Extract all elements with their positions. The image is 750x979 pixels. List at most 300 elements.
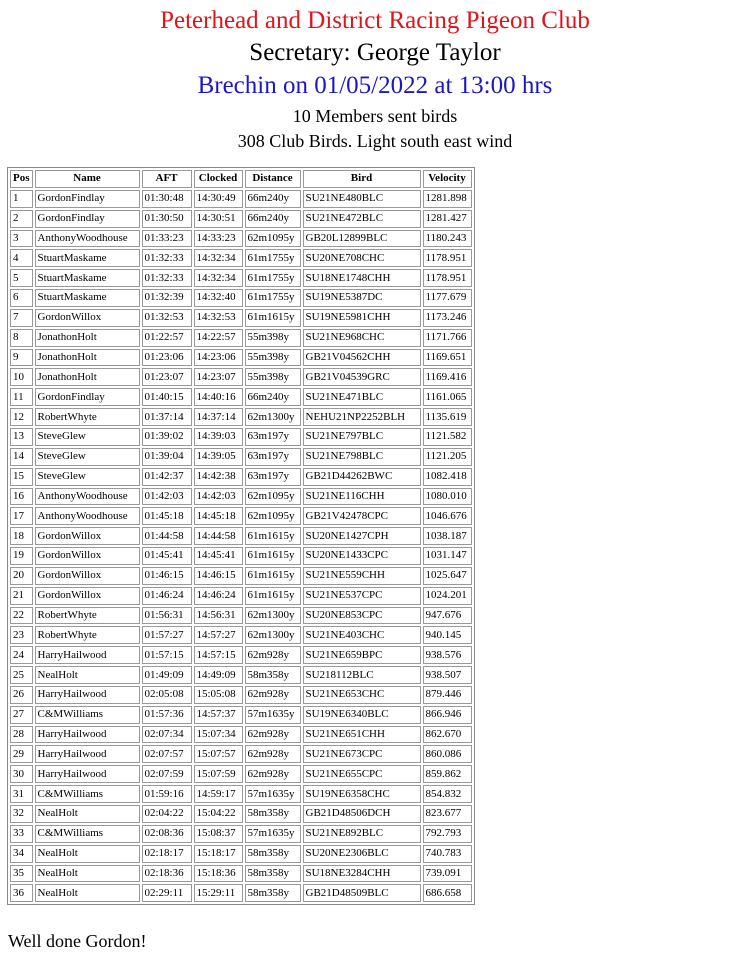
table-row xyxy=(10,686,472,704)
cell-clocked: 14:40:16 xyxy=(194,388,243,406)
cell-velocity: 859.862 xyxy=(423,765,472,783)
cell-distance: 57m1635y xyxy=(245,706,301,724)
table-row xyxy=(10,388,472,406)
cell-velocity: 686.658 xyxy=(423,884,472,902)
cell-name: AnthonyWoodhouse xyxy=(35,507,140,525)
cell-clocked: 14:49:09 xyxy=(194,666,243,684)
cell-bird: GB21V04539GRC xyxy=(303,368,421,386)
cell-aft: 01:30:50 xyxy=(142,210,192,228)
cell-pos: 34 xyxy=(10,845,33,863)
cell-clocked: 14:32:53 xyxy=(194,309,243,327)
cell-distance: 66m240y xyxy=(245,190,301,208)
cell-bird: SU18NE3284CHH xyxy=(303,865,421,883)
cell-pos: 25 xyxy=(10,666,33,684)
cell-aft: 01:56:31 xyxy=(142,607,192,625)
table-row xyxy=(10,329,472,347)
cell-velocity: 1281.898 xyxy=(423,190,472,208)
cell-bird: SU19NE5981CHH xyxy=(303,309,421,327)
table-row xyxy=(10,706,472,724)
table-row xyxy=(10,825,472,843)
cell-distance: 58m358y xyxy=(245,666,301,684)
cell-bird: SU20NE708CHC xyxy=(303,249,421,267)
cell-distance: 62m928y xyxy=(245,765,301,783)
cell-aft: 01:23:07 xyxy=(142,368,192,386)
table-row xyxy=(10,587,472,605)
cell-distance: 57m1635y xyxy=(245,825,301,843)
cell-velocity: 947.676 xyxy=(423,607,472,625)
cell-bird: GB21D48506DCH xyxy=(303,805,421,823)
cell-name: NealHolt xyxy=(35,845,140,863)
cell-pos: 4 xyxy=(10,249,33,267)
cell-name: JonathonHolt xyxy=(35,329,140,347)
cell-clocked: 14:23:06 xyxy=(194,349,243,367)
cell-distance: 55m398y xyxy=(245,368,301,386)
cell-aft: 01:59:16 xyxy=(142,785,192,803)
cell-clocked: 14:32:40 xyxy=(194,289,243,307)
cell-bird: SU21NE537CPC xyxy=(303,587,421,605)
cell-bird: GB21V04562CHH xyxy=(303,349,421,367)
cell-velocity: 739.091 xyxy=(423,865,472,883)
cell-name: NealHolt xyxy=(35,805,140,823)
cell-pos: 32 xyxy=(10,805,33,823)
cell-name: GordonFindlay xyxy=(35,388,140,406)
cell-velocity: 1038.187 xyxy=(423,527,472,545)
cell-bird: SU20NE1427CPH xyxy=(303,527,421,545)
cell-distance: 55m398y xyxy=(245,349,301,367)
cell-pos: 10 xyxy=(10,368,33,386)
table-row xyxy=(10,884,472,902)
cell-pos: 30 xyxy=(10,765,33,783)
cell-pos: 23 xyxy=(10,626,33,644)
cell-name: HarryHailwood xyxy=(35,765,140,783)
cell-name: GordonWillox xyxy=(35,567,140,585)
cell-clocked: 15:08:37 xyxy=(194,825,243,843)
cell-aft: 02:29:11 xyxy=(142,884,192,902)
cell-name: RobertWhyte xyxy=(35,408,140,426)
cell-aft: 02:07:34 xyxy=(142,726,192,744)
cell-name: HarryHailwood xyxy=(35,646,140,664)
cell-pos: 8 xyxy=(10,329,33,347)
cell-bird: SU21NE892BLC xyxy=(303,825,421,843)
cell-aft: 01:46:15 xyxy=(142,567,192,585)
cell-velocity: 862.670 xyxy=(423,726,472,744)
cell-name: SteveGlew xyxy=(35,428,140,446)
cell-bird: SU20NE1433CPC xyxy=(303,547,421,565)
cell-aft: 01:57:27 xyxy=(142,626,192,644)
cell-distance: 63m197y xyxy=(245,468,301,486)
cell-name: C&MWilliams xyxy=(35,706,140,724)
table-row xyxy=(10,408,472,426)
cell-distance: 61m1615y xyxy=(245,309,301,327)
cell-distance: 62m928y xyxy=(245,686,301,704)
club-title: Peterhead and District Racing Pigeon Club xyxy=(160,7,590,34)
cell-name: GordonWillox xyxy=(35,309,140,327)
cell-bird: SU20NE2306BLC xyxy=(303,845,421,863)
cell-aft: 01:32:33 xyxy=(142,249,192,267)
cell-velocity: 1121.582 xyxy=(423,428,472,446)
cell-clocked: 14:30:51 xyxy=(194,210,243,228)
report-header xyxy=(0,6,750,152)
cell-bird: SU21NE559CHH xyxy=(303,567,421,585)
cell-bird: GB21D48509BLC xyxy=(303,884,421,902)
cell-velocity: 854.832 xyxy=(423,785,472,803)
cell-clocked: 14:46:15 xyxy=(194,567,243,585)
cell-distance: 61m1755y xyxy=(245,269,301,287)
cell-velocity: 1082.418 xyxy=(423,468,472,486)
cell-velocity: 940.145 xyxy=(423,626,472,644)
cell-clocked: 14:57:15 xyxy=(194,646,243,664)
cell-name: SteveGlew xyxy=(35,468,140,486)
cell-pos: 9 xyxy=(10,349,33,367)
cell-velocity: 1080.010 xyxy=(423,488,472,506)
cell-pos: 31 xyxy=(10,785,33,803)
cell-aft: 02:07:59 xyxy=(142,765,192,783)
cell-pos: 24 xyxy=(10,646,33,664)
cell-bird: SU21NE797BLC xyxy=(303,428,421,446)
cell-velocity: 1025.647 xyxy=(423,567,472,585)
cell-pos: 3 xyxy=(10,230,33,248)
cell-name: C&MWilliams xyxy=(35,825,140,843)
race-line: Brechin on 01/05/2022 at 13:00 hrs xyxy=(197,72,553,99)
col-header-name: Name xyxy=(35,170,140,188)
cell-clocked: 14:57:37 xyxy=(194,706,243,724)
cell-pos: 12 xyxy=(10,408,33,426)
cell-distance: 61m1615y xyxy=(245,547,301,565)
table-row xyxy=(10,309,472,327)
cell-name: NealHolt xyxy=(35,865,140,883)
cell-clocked: 15:07:57 xyxy=(194,745,243,763)
cell-bird: SU21NE968CHC xyxy=(303,329,421,347)
cell-bird: SU21NE472BLC xyxy=(303,210,421,228)
cell-distance: 62m1300y xyxy=(245,607,301,625)
table-row xyxy=(10,567,472,585)
cell-aft: 01:32:53 xyxy=(142,309,192,327)
cell-velocity: 1031.147 xyxy=(423,547,472,565)
cell-name: GordonWillox xyxy=(35,527,140,545)
cell-name: C&MWilliams xyxy=(35,785,140,803)
cell-aft: 02:05:08 xyxy=(142,686,192,704)
members-line: 10 Members sent birds xyxy=(292,106,458,126)
table-row xyxy=(10,468,472,486)
cell-pos: 29 xyxy=(10,745,33,763)
cell-aft: 02:07:57 xyxy=(142,745,192,763)
cell-clocked: 14:42:03 xyxy=(194,488,243,506)
cell-name: StuartMaskame xyxy=(35,249,140,267)
cell-aft: 01:49:09 xyxy=(142,666,192,684)
cell-pos: 13 xyxy=(10,428,33,446)
cell-clocked: 14:32:34 xyxy=(194,269,243,287)
cell-aft: 01:22:57 xyxy=(142,329,192,347)
cell-bird: SU19NE6358CHC xyxy=(303,785,421,803)
cell-name: HarryHailwood xyxy=(35,686,140,704)
cell-name: GordonFindlay xyxy=(35,190,140,208)
cell-pos: 35 xyxy=(10,865,33,883)
col-header-aft: AFT xyxy=(142,170,192,188)
cell-bird: SU21NE659BPC xyxy=(303,646,421,664)
cell-clocked: 15:07:34 xyxy=(194,726,243,744)
cell-distance: 58m358y xyxy=(245,845,301,863)
cell-pos: 1 xyxy=(10,190,33,208)
cell-bird: SU21NE471BLC xyxy=(303,388,421,406)
cell-clocked: 14:56:31 xyxy=(194,607,243,625)
cell-pos: 36 xyxy=(10,884,33,902)
cell-bird: SU20NE853CPC xyxy=(303,607,421,625)
cell-pos: 19 xyxy=(10,547,33,565)
cell-name: GordonWillox xyxy=(35,587,140,605)
cell-bird: SU21NE651CHH xyxy=(303,726,421,744)
cell-velocity: 1169.416 xyxy=(423,368,472,386)
table-row xyxy=(10,745,472,763)
cell-aft: 01:37:14 xyxy=(142,408,192,426)
cell-clocked: 15:29:11 xyxy=(194,884,243,902)
cell-bird: NEHU21NP2252BLH xyxy=(303,408,421,426)
cell-velocity: 823.677 xyxy=(423,805,472,823)
cell-distance: 62m928y xyxy=(245,745,301,763)
cell-name: AnthonyWoodhouse xyxy=(35,230,140,248)
cell-aft: 01:33:23 xyxy=(142,230,192,248)
cell-distance: 58m358y xyxy=(245,884,301,902)
cell-velocity: 1178.951 xyxy=(423,269,472,287)
table-row xyxy=(10,626,472,644)
cell-distance: 61m1755y xyxy=(245,249,301,267)
cell-name: RobertWhyte xyxy=(35,626,140,644)
cell-clocked: 14:45:18 xyxy=(194,507,243,525)
cell-aft: 01:39:02 xyxy=(142,428,192,446)
cell-clocked: 14:46:24 xyxy=(194,587,243,605)
cell-distance: 66m240y xyxy=(245,210,301,228)
table-row xyxy=(10,845,472,863)
footer-message: Well done Gordon! xyxy=(8,931,147,951)
cell-pos: 7 xyxy=(10,309,33,327)
cell-aft: 02:08:36 xyxy=(142,825,192,843)
cell-pos: 14 xyxy=(10,448,33,466)
cell-distance: 62m928y xyxy=(245,646,301,664)
cell-name: GordonWillox xyxy=(35,547,140,565)
table-row xyxy=(10,865,472,883)
table-row xyxy=(10,666,472,684)
cell-pos: 6 xyxy=(10,289,33,307)
cell-aft: 02:18:17 xyxy=(142,845,192,863)
cell-clocked: 14:39:03 xyxy=(194,428,243,446)
results-table xyxy=(7,167,475,905)
col-header-distance: Distance xyxy=(245,170,301,188)
cell-velocity: 860.086 xyxy=(423,745,472,763)
cell-aft: 01:45:41 xyxy=(142,547,192,565)
cell-clocked: 14:42:38 xyxy=(194,468,243,486)
results-body xyxy=(10,190,472,902)
cell-velocity: 938.576 xyxy=(423,646,472,664)
cell-clocked: 14:32:34 xyxy=(194,249,243,267)
table-row xyxy=(10,805,472,823)
cell-bird: SU18NE1748CHH xyxy=(303,269,421,287)
cell-clocked: 15:07:59 xyxy=(194,765,243,783)
cell-bird: SU21NE798BLC xyxy=(303,448,421,466)
cell-distance: 62m1095y xyxy=(245,488,301,506)
cell-aft: 02:18:36 xyxy=(142,865,192,883)
cell-aft: 01:32:33 xyxy=(142,269,192,287)
cell-pos: 15 xyxy=(10,468,33,486)
table-row xyxy=(10,269,472,287)
cell-distance: 66m240y xyxy=(245,388,301,406)
cell-aft: 01:42:37 xyxy=(142,468,192,486)
cell-pos: 2 xyxy=(10,210,33,228)
cell-velocity: 1177.679 xyxy=(423,289,472,307)
cell-pos: 20 xyxy=(10,567,33,585)
cell-pos: 27 xyxy=(10,706,33,724)
table-row xyxy=(10,646,472,664)
cell-bird: SU218112BLC xyxy=(303,666,421,684)
cell-distance: 63m197y xyxy=(245,428,301,446)
cell-name: NealHolt xyxy=(35,884,140,902)
cell-distance: 57m1635y xyxy=(245,785,301,803)
cell-bird: GB21D44262BWC xyxy=(303,468,421,486)
col-header-clocked: Clocked xyxy=(194,170,243,188)
cell-name: HarryHailwood xyxy=(35,745,140,763)
cell-velocity: 1171.766 xyxy=(423,329,472,347)
cell-pos: 22 xyxy=(10,607,33,625)
table-row xyxy=(10,547,472,565)
cell-bird: SU21NE403CHC xyxy=(303,626,421,644)
table-row xyxy=(10,785,472,803)
cell-distance: 58m358y xyxy=(245,865,301,883)
cell-velocity: 1180.243 xyxy=(423,230,472,248)
table-row xyxy=(10,230,472,248)
cell-distance: 61m1615y xyxy=(245,567,301,585)
cell-name: GordonFindlay xyxy=(35,210,140,228)
cell-name: AnthonyWoodhouse xyxy=(35,488,140,506)
cell-name: StuartMaskame xyxy=(35,289,140,307)
cell-aft: 01:23:06 xyxy=(142,349,192,367)
cell-clocked: 14:33:23 xyxy=(194,230,243,248)
cell-aft: 01:30:48 xyxy=(142,190,192,208)
cell-distance: 62m1095y xyxy=(245,230,301,248)
cell-velocity: 1121.205 xyxy=(423,448,472,466)
cell-aft: 01:40:15 xyxy=(142,388,192,406)
cell-clocked: 14:39:05 xyxy=(194,448,243,466)
cell-clocked: 15:04:22 xyxy=(194,805,243,823)
cell-distance: 55m398y xyxy=(245,329,301,347)
table-header-row xyxy=(10,170,472,188)
cell-distance: 63m197y xyxy=(245,448,301,466)
cell-pos: 5 xyxy=(10,269,33,287)
cell-bird: SU19NE5387DC xyxy=(303,289,421,307)
table-row xyxy=(10,190,472,208)
table-row xyxy=(10,448,472,466)
cell-aft: 01:32:39 xyxy=(142,289,192,307)
cell-name: HarryHailwood xyxy=(35,726,140,744)
cell-pos: 26 xyxy=(10,686,33,704)
table-row xyxy=(10,726,472,744)
cell-bird: SU21NE673CPC xyxy=(303,745,421,763)
cell-clocked: 14:37:14 xyxy=(194,408,243,426)
cell-velocity: 1161.065 xyxy=(423,388,472,406)
table-row xyxy=(10,607,472,625)
cell-pos: 18 xyxy=(10,527,33,545)
cell-pos: 28 xyxy=(10,726,33,744)
cell-name: StuartMaskame xyxy=(35,269,140,287)
cell-name: SteveGlew xyxy=(35,448,140,466)
cell-clocked: 14:45:41 xyxy=(194,547,243,565)
cell-distance: 58m358y xyxy=(245,805,301,823)
cell-name: NealHolt xyxy=(35,666,140,684)
cell-velocity: 1024.201 xyxy=(423,587,472,605)
cell-pos: 21 xyxy=(10,587,33,605)
col-header-pos: Pos xyxy=(10,170,33,188)
table-row xyxy=(10,289,472,307)
cell-distance: 61m1755y xyxy=(245,289,301,307)
cell-bird: SU21NE116CHH xyxy=(303,488,421,506)
table-row xyxy=(10,488,472,506)
cell-velocity: 1169.651 xyxy=(423,349,472,367)
birds-wind-line: 308 Club Birds. Light south east wind xyxy=(237,131,513,151)
cell-distance: 61m1615y xyxy=(245,587,301,605)
cell-distance: 62m1300y xyxy=(245,626,301,644)
cell-clocked: 15:05:08 xyxy=(194,686,243,704)
cell-aft: 01:45:18 xyxy=(142,507,192,525)
cell-bird: GB20L12899BLC xyxy=(303,230,421,248)
cell-name: JonathonHolt xyxy=(35,349,140,367)
cell-velocity: 1173.246 xyxy=(423,309,472,327)
cell-bird: SU21NE653CHC xyxy=(303,686,421,704)
cell-aft: 01:57:36 xyxy=(142,706,192,724)
cell-clocked: 14:30:49 xyxy=(194,190,243,208)
cell-velocity: 1046.676 xyxy=(423,507,472,525)
cell-clocked: 14:44:58 xyxy=(194,527,243,545)
cell-bird: SU21NE655CPC xyxy=(303,765,421,783)
cell-clocked: 14:59:17 xyxy=(194,785,243,803)
cell-bird: GB21V42478CPC xyxy=(303,507,421,525)
cell-pos: 16 xyxy=(10,488,33,506)
cell-name: RobertWhyte xyxy=(35,607,140,625)
table-row xyxy=(10,210,472,228)
cell-pos: 33 xyxy=(10,825,33,843)
cell-bird: SU19NE6340BLC xyxy=(303,706,421,724)
col-header-velocity: Velocity xyxy=(423,170,472,188)
cell-distance: 62m928y xyxy=(245,726,301,744)
cell-aft: 01:44:58 xyxy=(142,527,192,545)
cell-velocity: 792.793 xyxy=(423,825,472,843)
cell-aft: 02:04:22 xyxy=(142,805,192,823)
cell-pos: 11 xyxy=(10,388,33,406)
table-row xyxy=(10,349,472,367)
secretary-line: Secretary: George Taylor xyxy=(249,39,501,66)
cell-velocity: 879.446 xyxy=(423,686,472,704)
cell-aft: 01:46:24 xyxy=(142,587,192,605)
table-row xyxy=(10,527,472,545)
table-row xyxy=(10,428,472,446)
cell-velocity: 938.507 xyxy=(423,666,472,684)
col-header-bird: Bird xyxy=(303,170,421,188)
cell-clocked: 14:23:07 xyxy=(194,368,243,386)
cell-pos: 17 xyxy=(10,507,33,525)
table-row xyxy=(10,368,472,386)
cell-distance: 62m1300y xyxy=(245,408,301,426)
cell-aft: 01:39:04 xyxy=(142,448,192,466)
cell-velocity: 1281.427 xyxy=(423,210,472,228)
cell-name: JonathonHolt xyxy=(35,368,140,386)
table-row xyxy=(10,507,472,525)
table-row xyxy=(10,249,472,267)
cell-clocked: 14:22:57 xyxy=(194,329,243,347)
cell-velocity: 1178.951 xyxy=(423,249,472,267)
cell-aft: 01:57:15 xyxy=(142,646,192,664)
cell-clocked: 15:18:36 xyxy=(194,865,243,883)
cell-velocity: 740.783 xyxy=(423,845,472,863)
cell-distance: 62m1095y xyxy=(245,507,301,525)
cell-distance: 61m1615y xyxy=(245,527,301,545)
cell-clocked: 14:57:27 xyxy=(194,626,243,644)
cell-bird: SU21NE480BLC xyxy=(303,190,421,208)
